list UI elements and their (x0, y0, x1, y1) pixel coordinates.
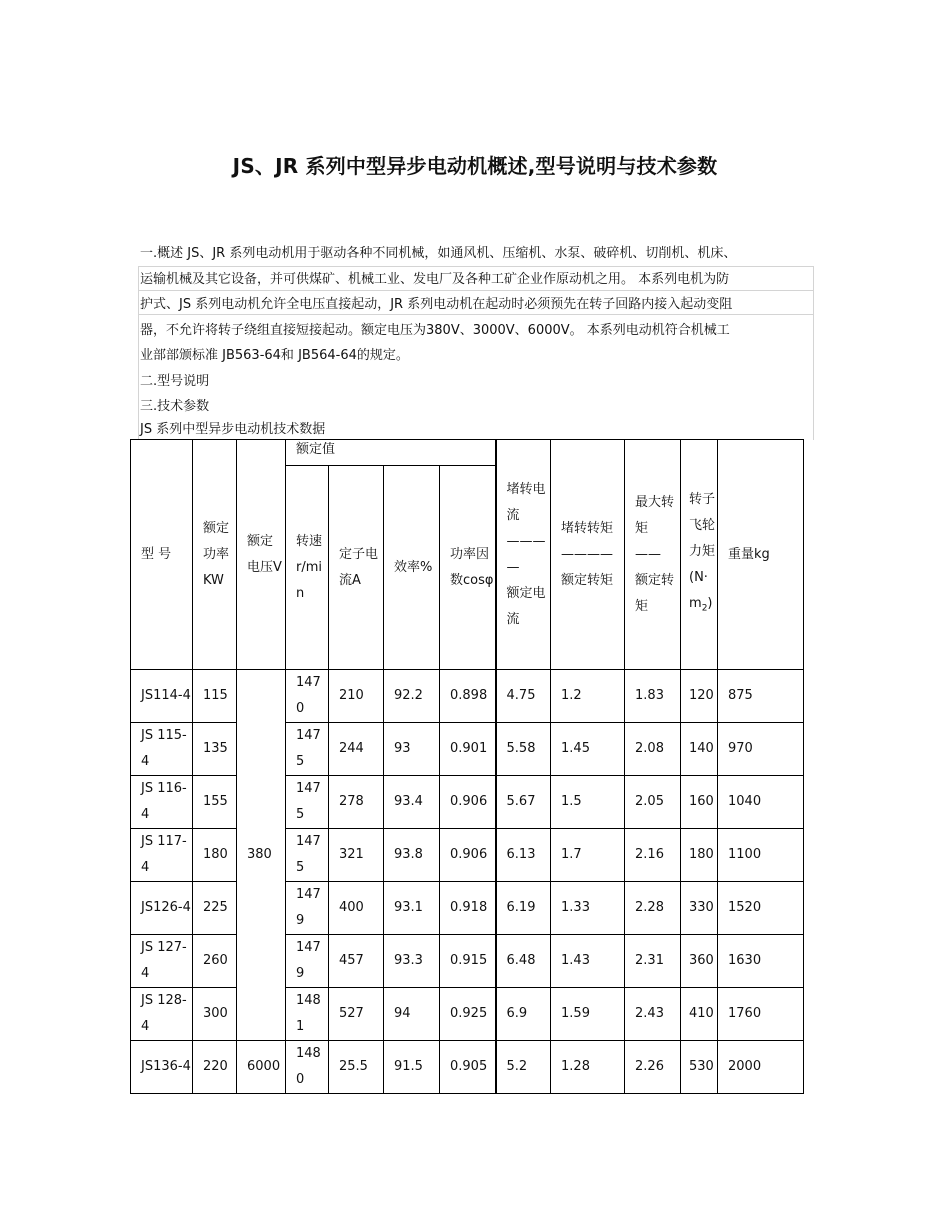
cell-efficiency: 93 (384, 723, 440, 776)
cell-weight: 1630 (718, 935, 804, 988)
header-flywheel-sub: 2 (701, 603, 708, 614)
header-locked-current (496, 440, 551, 670)
section-heading: 三.技术参数 (140, 399, 210, 414)
cell-current: 25.5 (329, 1041, 384, 1094)
cell-power: 180 (193, 829, 237, 882)
table-row (131, 723, 804, 776)
cell-model: JS136-4 (131, 1041, 193, 1094)
cell-locked-torque: 1.2 (551, 670, 625, 723)
table-row (131, 776, 804, 829)
intro-line: 一.概述 JS、JR 系列电动机用于驱动各种不同机械，如通风机、压缩机、水泵、破碎机、切削机、机床、 (140, 246, 737, 261)
cell-power: 260 (193, 935, 237, 988)
cell-efficiency: 91.5 (384, 1041, 440, 1094)
header-max-torque-top: 最大转矩 (635, 494, 675, 536)
cell-locked-torque: 1.43 (551, 935, 625, 988)
header-locked-current-bottom: 额定电流 (506, 585, 546, 627)
header-locked-torque-top: 堵转转矩 (561, 520, 614, 536)
cell-efficiency: 93.8 (384, 829, 440, 882)
cell-power: 300 (193, 988, 237, 1041)
header-locked-torque (551, 440, 625, 670)
header-efficiency: 效率% (384, 466, 440, 670)
header-locked-torque-bottom: 额定转矩 (561, 572, 614, 588)
cell-locked-current: 6.9 (496, 988, 551, 1041)
cell-max-torque: 2.05 (625, 776, 681, 829)
cell-flywheel: 160 (681, 776, 718, 829)
cell-model: JS114-4 (131, 670, 193, 723)
cell-current: 457 (329, 935, 384, 988)
cell-power-factor: 0.906 (440, 829, 496, 882)
cell-model: JS126-4 (131, 882, 193, 935)
cell-power: 155 (193, 776, 237, 829)
header-flywheel-text: 转子飞轮力矩(N·m (689, 492, 716, 612)
cell-speed: 1479 (286, 882, 329, 935)
cell-weight: 1760 (718, 988, 804, 1041)
cell-voltage: 380 (237, 670, 286, 1041)
cell-power-factor: 0.906 (440, 776, 496, 829)
cell-max-torque: 1.83 (625, 670, 681, 723)
header-flywheel (681, 440, 718, 670)
cell-locked-torque: 1.7 (551, 829, 625, 882)
cell-max-torque: 2.26 (625, 1041, 681, 1094)
cell-weight: 875 (718, 670, 804, 723)
cell-current: 400 (329, 882, 384, 935)
header-model: 型 号 (131, 440, 193, 670)
table-row (131, 882, 804, 935)
header-power: 额定功率KW (193, 440, 237, 670)
cell-voltage: 6000 (237, 1041, 286, 1094)
page-title: JS、JR 系列中型异步电动机概述,型号说明与技术参数 (232, 154, 718, 178)
cell-power: 115 (193, 670, 237, 723)
cell-power: 135 (193, 723, 237, 776)
cell-power: 225 (193, 882, 237, 935)
cell-efficiency: 93.3 (384, 935, 440, 988)
cell-model: JS 127-4 (131, 935, 193, 988)
header-speed: 转速r/min (286, 466, 329, 670)
cell-current: 244 (329, 723, 384, 776)
spec-table (130, 439, 804, 1094)
cell-flywheel: 180 (681, 829, 718, 882)
cell-flywheel: 330 (681, 882, 718, 935)
cell-flywheel: 360 (681, 935, 718, 988)
intro-line: 业部部颁标准 JB563-64和 JB564-64的规定。 (140, 348, 409, 363)
cell-power-factor: 0.905 (440, 1041, 496, 1094)
table-row (131, 1041, 804, 1094)
cell-weight: 970 (718, 723, 804, 776)
cell-weight: 2000 (718, 1041, 804, 1094)
cell-max-torque: 2.43 (625, 988, 681, 1041)
cell-current: 321 (329, 829, 384, 882)
header-max-torque-bottom: 额定转矩 (635, 572, 675, 614)
cell-locked-current: 5.67 (496, 776, 551, 829)
cell-locked-current: 4.75 (496, 670, 551, 723)
cell-model: JS 117-4 (131, 829, 193, 882)
header-current: 定子电流A (329, 466, 384, 670)
header-locked-current-sep: ———— (506, 533, 546, 575)
cell-current: 210 (329, 670, 384, 723)
table-caption: JS 系列中型异步电动机技术数据 (140, 421, 326, 437)
cell-speed: 1475 (286, 723, 329, 776)
header-power-factor: 功率因数cosφ (440, 466, 496, 670)
cell-speed: 1479 (286, 935, 329, 988)
intro-section (140, 241, 812, 440)
cell-power-factor: 0.898 (440, 670, 496, 723)
header-flywheel-close: ) (707, 596, 713, 612)
cell-max-torque: 2.16 (625, 829, 681, 882)
cell-efficiency: 94 (384, 988, 440, 1041)
cell-model: JS 115-4 (131, 723, 193, 776)
header-locked-torque-sep: ———— (561, 546, 614, 562)
cell-locked-torque: 1.45 (551, 723, 625, 776)
cell-locked-torque: 1.28 (551, 1041, 625, 1094)
cell-power-factor: 0.901 (440, 723, 496, 776)
cell-current: 527 (329, 988, 384, 1041)
cell-flywheel: 530 (681, 1041, 718, 1094)
header-max-torque-sep: —— (635, 546, 662, 562)
cell-weight: 1100 (718, 829, 804, 882)
cell-power-factor: 0.918 (440, 882, 496, 935)
intro-line: 器，不允许将转子绕组直接短接起动。额定电压为380V、3000V、6000V。 本系列电动机符合机械工 (140, 322, 730, 338)
cell-locked-torque: 1.33 (551, 882, 625, 935)
cell-current: 278 (329, 776, 384, 829)
cell-weight: 1520 (718, 882, 804, 935)
cell-speed: 1475 (286, 776, 329, 829)
header-voltage: 额定电压V (237, 440, 286, 670)
cell-locked-current: 6.48 (496, 935, 551, 988)
cell-power-factor: 0.925 (440, 988, 496, 1041)
cell-flywheel: 140 (681, 723, 718, 776)
cell-locked-current: 5.2 (496, 1041, 551, 1094)
cell-max-torque: 2.31 (625, 935, 681, 988)
cell-flywheel: 410 (681, 988, 718, 1041)
cell-model: JS 116-4 (131, 776, 193, 829)
table-row (131, 935, 804, 988)
table-row (131, 988, 804, 1041)
cell-locked-current: 6.13 (496, 829, 551, 882)
cell-efficiency: 93.1 (384, 882, 440, 935)
header-weight: 重量kg (718, 440, 804, 670)
intro-line: 护式、JS 系列电动机允许全电压直接起动，JR 系列电动机在起动时必须预先在转子回路内接入起动变阻 (140, 297, 733, 312)
table-row (131, 829, 804, 882)
header-max-torque (625, 440, 681, 670)
cell-locked-current: 6.19 (496, 882, 551, 935)
cell-locked-torque: 1.5 (551, 776, 625, 829)
cell-speed: 1470 (286, 670, 329, 723)
cell-efficiency: 92.2 (384, 670, 440, 723)
cell-model: JS 128-4 (131, 988, 193, 1041)
section-heading: 二.型号说明 (140, 373, 210, 389)
header-locked-current-top: 堵转电流 (506, 481, 546, 523)
cell-power-factor: 0.915 (440, 935, 496, 988)
header-rated-group: 额定值 (286, 440, 496, 466)
cell-locked-torque: 1.59 (551, 988, 625, 1041)
cell-speed: 1475 (286, 829, 329, 882)
cell-speed: 1480 (286, 1041, 329, 1094)
cell-max-torque: 2.28 (625, 882, 681, 935)
cell-flywheel: 120 (681, 670, 718, 723)
cell-efficiency: 93.4 (384, 776, 440, 829)
cell-power: 220 (193, 1041, 237, 1094)
table-header-row (131, 440, 804, 466)
cell-speed: 1481 (286, 988, 329, 1041)
cell-weight: 1040 (718, 776, 804, 829)
intro-line: 运输机械及其它设备，并可供煤矿、机械工业、发电厂及各种工矿企业作原动机之用。 本系列电机为防 (140, 271, 730, 287)
table-row (131, 670, 804, 723)
cell-max-torque: 2.08 (625, 723, 681, 776)
cell-locked-current: 5.58 (496, 723, 551, 776)
